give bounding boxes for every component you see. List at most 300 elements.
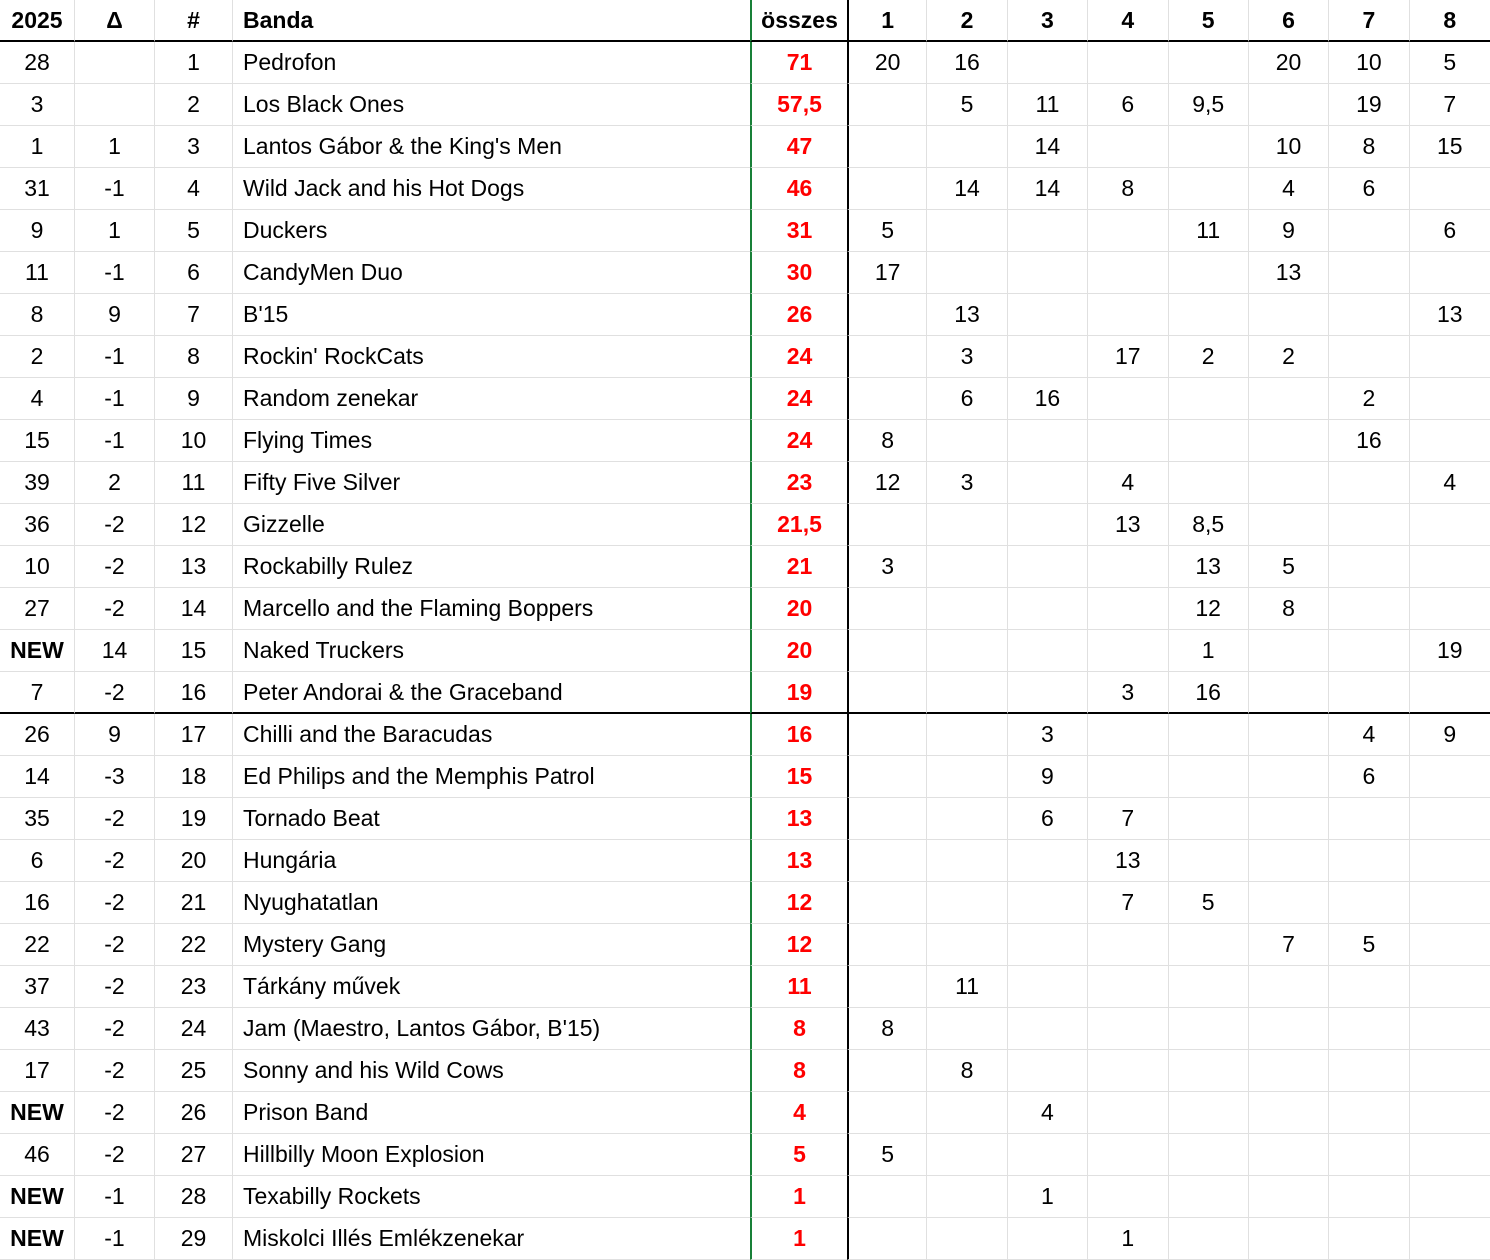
cell-event-6-points[interactable] xyxy=(1249,1218,1329,1260)
cell-total-points[interactable]: 8 xyxy=(750,1050,847,1092)
cell-event-3-points[interactable]: 3 xyxy=(1008,714,1088,756)
cell-rank[interactable]: 6 xyxy=(155,252,233,294)
cell-event-3-points[interactable] xyxy=(1008,1008,1088,1050)
cell-total-points[interactable]: 4 xyxy=(750,1092,847,1134)
cell-rank-change[interactable]: -2 xyxy=(75,1050,155,1092)
cell-event-4-points[interactable]: 7 xyxy=(1088,882,1168,924)
cell-event-3-points[interactable] xyxy=(1008,462,1088,504)
cell-event-1-points[interactable]: 8 xyxy=(847,420,927,462)
cell-event-8-points[interactable]: 7 xyxy=(1410,84,1490,126)
cell-rank[interactable]: 10 xyxy=(155,420,233,462)
cell-event-2-points[interactable] xyxy=(927,840,1007,882)
cell-event-7-points[interactable] xyxy=(1329,1218,1409,1260)
cell-rank[interactable]: 17 xyxy=(155,714,233,756)
cell-event-7-points[interactable] xyxy=(1329,798,1409,840)
cell-rank-change[interactable]: -2 xyxy=(75,546,155,588)
cell-event-5-points[interactable] xyxy=(1169,756,1249,798)
cell-event-2-points[interactable]: 3 xyxy=(927,336,1007,378)
cell-event-5-points[interactable] xyxy=(1169,1092,1249,1134)
cell-total-points[interactable]: 24 xyxy=(750,336,847,378)
cell-event-4-points[interactable] xyxy=(1088,1134,1168,1176)
cell-event-4-points[interactable] xyxy=(1088,630,1168,672)
cell-event-2-points[interactable] xyxy=(927,252,1007,294)
cell-band-name[interactable]: Marcello and the Flaming Boppers xyxy=(233,588,750,630)
cell-previous-rank[interactable]: 10 xyxy=(0,546,75,588)
cell-band-name[interactable]: Sonny and his Wild Cows xyxy=(233,1050,750,1092)
cell-previous-rank[interactable]: 14 xyxy=(0,756,75,798)
cell-event-1-points[interactable] xyxy=(847,882,927,924)
cell-event-4-points[interactable]: 3 xyxy=(1088,672,1168,714)
cell-event-5-points[interactable]: 5 xyxy=(1169,882,1249,924)
cell-event-3-points[interactable] xyxy=(1008,504,1088,546)
cell-event-1-points[interactable] xyxy=(847,84,927,126)
cell-event-3-points[interactable] xyxy=(1008,630,1088,672)
cell-rank[interactable]: 11 xyxy=(155,462,233,504)
cell-total-points[interactable]: 23 xyxy=(750,462,847,504)
cell-rank-change[interactable]: -1 xyxy=(75,420,155,462)
cell-event-6-points[interactable]: 10 xyxy=(1249,126,1329,168)
cell-rank-change[interactable]: -1 xyxy=(75,378,155,420)
cell-event-1-points[interactable] xyxy=(847,336,927,378)
cell-event-2-points[interactable] xyxy=(927,756,1007,798)
cell-event-3-points[interactable] xyxy=(1008,1050,1088,1092)
cell-event-4-points[interactable]: 4 xyxy=(1088,462,1168,504)
cell-event-7-points[interactable] xyxy=(1329,546,1409,588)
cell-band-name[interactable]: Los Black Ones xyxy=(233,84,750,126)
cell-band-name[interactable]: Tornado Beat xyxy=(233,798,750,840)
cell-rank-change[interactable]: 14 xyxy=(75,630,155,672)
cell-event-8-points[interactable] xyxy=(1410,1218,1490,1260)
cell-event-6-points[interactable] xyxy=(1249,462,1329,504)
cell-event-1-points[interactable] xyxy=(847,1092,927,1134)
cell-event-7-points[interactable] xyxy=(1329,1008,1409,1050)
cell-event-4-points[interactable] xyxy=(1088,756,1168,798)
cell-previous-rank[interactable]: 15 xyxy=(0,420,75,462)
cell-event-6-points[interactable] xyxy=(1249,294,1329,336)
cell-event-6-points[interactable] xyxy=(1249,1176,1329,1218)
cell-rank-change[interactable]: 9 xyxy=(75,294,155,336)
cell-event-1-points[interactable]: 20 xyxy=(847,42,927,84)
column-header-year[interactable]: 2025 xyxy=(0,0,75,42)
cell-event-7-points[interactable]: 8 xyxy=(1329,126,1409,168)
cell-band-name[interactable]: Nyughatatlan xyxy=(233,882,750,924)
cell-rank-change[interactable]: 2 xyxy=(75,462,155,504)
cell-event-4-points[interactable] xyxy=(1088,588,1168,630)
cell-band-name[interactable]: Pedrofon xyxy=(233,42,750,84)
cell-event-4-points[interactable]: 17 xyxy=(1088,336,1168,378)
cell-event-4-points[interactable] xyxy=(1088,126,1168,168)
cell-event-8-points[interactable]: 4 xyxy=(1410,462,1490,504)
cell-event-1-points[interactable]: 5 xyxy=(847,1134,927,1176)
cell-rank[interactable]: 25 xyxy=(155,1050,233,1092)
cell-event-6-points[interactable]: 7 xyxy=(1249,924,1329,966)
cell-event-4-points[interactable]: 7 xyxy=(1088,798,1168,840)
cell-previous-rank[interactable]: 22 xyxy=(0,924,75,966)
cell-band-name[interactable]: Flying Times xyxy=(233,420,750,462)
cell-event-4-points[interactable]: 13 xyxy=(1088,504,1168,546)
cell-event-3-points[interactable]: 6 xyxy=(1008,798,1088,840)
cell-event-5-points[interactable] xyxy=(1169,1008,1249,1050)
cell-event-2-points[interactable] xyxy=(927,546,1007,588)
cell-previous-rank[interactable]: 36 xyxy=(0,504,75,546)
cell-previous-rank[interactable]: 7 xyxy=(0,672,75,714)
cell-rank-change[interactable]: -1 xyxy=(75,1176,155,1218)
cell-band-name[interactable]: Hillbilly Moon Explosion xyxy=(233,1134,750,1176)
cell-event-2-points[interactable] xyxy=(927,420,1007,462)
cell-event-7-points[interactable] xyxy=(1329,210,1409,252)
cell-rank-change[interactable]: -2 xyxy=(75,1008,155,1050)
cell-rank[interactable]: 4 xyxy=(155,168,233,210)
cell-band-name[interactable]: Ed Philips and the Memphis Patrol xyxy=(233,756,750,798)
cell-event-4-points[interactable] xyxy=(1088,714,1168,756)
cell-rank-change[interactable]: 1 xyxy=(75,126,155,168)
column-header-delta[interactable]: Δ xyxy=(75,0,155,42)
cell-total-points[interactable]: 31 xyxy=(750,210,847,252)
cell-band-name[interactable]: Rockabilly Rulez xyxy=(233,546,750,588)
cell-event-1-points[interactable] xyxy=(847,924,927,966)
cell-previous-rank[interactable]: 1 xyxy=(0,126,75,168)
column-header-event-2[interactable]: 2 xyxy=(927,0,1007,42)
cell-event-1-points[interactable] xyxy=(847,588,927,630)
cell-event-5-points[interactable] xyxy=(1169,714,1249,756)
cell-rank[interactable]: 5 xyxy=(155,210,233,252)
cell-event-6-points[interactable] xyxy=(1249,882,1329,924)
cell-total-points[interactable]: 13 xyxy=(750,798,847,840)
cell-previous-rank[interactable]: 43 xyxy=(0,1008,75,1050)
cell-event-8-points[interactable]: 9 xyxy=(1410,714,1490,756)
cell-event-6-points[interactable] xyxy=(1249,798,1329,840)
cell-event-5-points[interactable] xyxy=(1169,294,1249,336)
cell-rank[interactable]: 19 xyxy=(155,798,233,840)
cell-event-5-points[interactable] xyxy=(1169,378,1249,420)
cell-event-3-points[interactable]: 11 xyxy=(1008,84,1088,126)
cell-event-5-points[interactable] xyxy=(1169,462,1249,504)
cell-band-name[interactable]: Fifty Five Silver xyxy=(233,462,750,504)
cell-band-name[interactable]: Random zenekar xyxy=(233,378,750,420)
cell-event-5-points[interactable]: 8,5 xyxy=(1169,504,1249,546)
cell-event-1-points[interactable]: 5 xyxy=(847,210,927,252)
cell-event-8-points[interactable] xyxy=(1410,1134,1490,1176)
cell-previous-rank[interactable]: 31 xyxy=(0,168,75,210)
cell-total-points[interactable]: 57,5 xyxy=(750,84,847,126)
cell-event-8-points[interactable]: 19 xyxy=(1410,630,1490,672)
cell-event-5-points[interactable] xyxy=(1169,420,1249,462)
cell-event-5-points[interactable] xyxy=(1169,1050,1249,1092)
cell-event-7-points[interactable] xyxy=(1329,672,1409,714)
cell-previous-rank[interactable]: 39 xyxy=(0,462,75,504)
cell-event-6-points[interactable] xyxy=(1249,672,1329,714)
cell-rank-change[interactable]: -2 xyxy=(75,1092,155,1134)
cell-event-2-points[interactable]: 13 xyxy=(927,294,1007,336)
cell-previous-rank[interactable]: NEW xyxy=(0,1218,75,1260)
cell-rank[interactable]: 24 xyxy=(155,1008,233,1050)
cell-total-points[interactable]: 12 xyxy=(750,882,847,924)
cell-rank-change[interactable]: -2 xyxy=(75,882,155,924)
cell-event-1-points[interactable]: 12 xyxy=(847,462,927,504)
cell-band-name[interactable]: Hungária xyxy=(233,840,750,882)
cell-event-3-points[interactable]: 16 xyxy=(1008,378,1088,420)
cell-event-6-points[interactable] xyxy=(1249,966,1329,1008)
cell-previous-rank[interactable]: NEW xyxy=(0,1176,75,1218)
cell-total-points[interactable]: 5 xyxy=(750,1134,847,1176)
cell-rank[interactable]: 28 xyxy=(155,1176,233,1218)
cell-previous-rank[interactable]: 9 xyxy=(0,210,75,252)
cell-event-6-points[interactable] xyxy=(1249,1134,1329,1176)
cell-event-7-points[interactable] xyxy=(1329,1050,1409,1092)
cell-event-1-points[interactable] xyxy=(847,630,927,672)
cell-event-1-points[interactable] xyxy=(847,756,927,798)
cell-band-name[interactable]: Duckers xyxy=(233,210,750,252)
cell-event-3-points[interactable] xyxy=(1008,588,1088,630)
cell-event-2-points[interactable] xyxy=(927,1134,1007,1176)
cell-event-3-points[interactable]: 9 xyxy=(1008,756,1088,798)
cell-event-7-points[interactable] xyxy=(1329,1134,1409,1176)
cell-event-1-points[interactable] xyxy=(847,798,927,840)
cell-event-6-points[interactable] xyxy=(1249,756,1329,798)
cell-event-7-points[interactable] xyxy=(1329,966,1409,1008)
cell-rank-change[interactable]: -1 xyxy=(75,252,155,294)
cell-event-7-points[interactable] xyxy=(1329,882,1409,924)
cell-event-3-points[interactable] xyxy=(1008,1134,1088,1176)
cell-event-1-points[interactable]: 8 xyxy=(847,1008,927,1050)
cell-total-points[interactable]: 26 xyxy=(750,294,847,336)
cell-previous-rank[interactable]: 16 xyxy=(0,882,75,924)
cell-event-8-points[interactable]: 13 xyxy=(1410,294,1490,336)
cell-event-2-points[interactable] xyxy=(927,882,1007,924)
cell-event-1-points[interactable]: 3 xyxy=(847,546,927,588)
cell-event-1-points[interactable] xyxy=(847,966,927,1008)
cell-event-8-points[interactable]: 6 xyxy=(1410,210,1490,252)
cell-event-7-points[interactable]: 16 xyxy=(1329,420,1409,462)
cell-event-2-points[interactable]: 14 xyxy=(927,168,1007,210)
cell-event-1-points[interactable] xyxy=(847,294,927,336)
cell-event-3-points[interactable]: 1 xyxy=(1008,1176,1088,1218)
cell-event-6-points[interactable]: 4 xyxy=(1249,168,1329,210)
cell-event-2-points[interactable] xyxy=(927,1092,1007,1134)
cell-rank[interactable]: 23 xyxy=(155,966,233,1008)
cell-band-name[interactable]: Naked Truckers xyxy=(233,630,750,672)
cell-rank-change[interactable] xyxy=(75,42,155,84)
cell-event-4-points[interactable] xyxy=(1088,420,1168,462)
cell-event-6-points[interactable] xyxy=(1249,840,1329,882)
cell-rank[interactable]: 20 xyxy=(155,840,233,882)
cell-event-5-points[interactable]: 9,5 xyxy=(1169,84,1249,126)
cell-event-2-points[interactable] xyxy=(927,798,1007,840)
cell-band-name[interactable]: Gizzelle xyxy=(233,504,750,546)
cell-total-points[interactable]: 20 xyxy=(750,630,847,672)
cell-event-6-points[interactable]: 13 xyxy=(1249,252,1329,294)
cell-event-8-points[interactable] xyxy=(1410,966,1490,1008)
cell-event-7-points[interactable]: 2 xyxy=(1329,378,1409,420)
cell-band-name[interactable]: Rockin' RockCats xyxy=(233,336,750,378)
cell-band-name[interactable]: Miskolci Illés Emlékzenekar xyxy=(233,1218,750,1260)
cell-event-6-points[interactable] xyxy=(1249,420,1329,462)
cell-event-7-points[interactable] xyxy=(1329,252,1409,294)
cell-event-5-points[interactable] xyxy=(1169,126,1249,168)
cell-event-8-points[interactable] xyxy=(1410,336,1490,378)
cell-event-2-points[interactable] xyxy=(927,126,1007,168)
cell-previous-rank[interactable]: NEW xyxy=(0,1092,75,1134)
cell-event-8-points[interactable] xyxy=(1410,1176,1490,1218)
cell-event-1-points[interactable]: 17 xyxy=(847,252,927,294)
cell-rank[interactable]: 21 xyxy=(155,882,233,924)
cell-event-5-points[interactable]: 11 xyxy=(1169,210,1249,252)
cell-rank[interactable]: 26 xyxy=(155,1092,233,1134)
cell-rank-change[interactable]: -1 xyxy=(75,1218,155,1260)
cell-event-2-points[interactable] xyxy=(927,210,1007,252)
cell-event-8-points[interactable] xyxy=(1410,1092,1490,1134)
cell-total-points[interactable]: 8 xyxy=(750,1008,847,1050)
cell-rank[interactable]: 14 xyxy=(155,588,233,630)
cell-event-8-points[interactable] xyxy=(1410,378,1490,420)
cell-event-2-points[interactable]: 11 xyxy=(927,966,1007,1008)
cell-event-1-points[interactable] xyxy=(847,840,927,882)
cell-event-3-points[interactable] xyxy=(1008,546,1088,588)
cell-event-5-points[interactable] xyxy=(1169,840,1249,882)
cell-event-7-points[interactable] xyxy=(1329,630,1409,672)
cell-rank-change[interactable]: -1 xyxy=(75,336,155,378)
cell-event-7-points[interactable] xyxy=(1329,588,1409,630)
column-header-event-4[interactable]: 4 xyxy=(1088,0,1168,42)
column-header-event-5[interactable]: 5 xyxy=(1169,0,1249,42)
cell-rank-change[interactable]: -3 xyxy=(75,756,155,798)
cell-event-5-points[interactable] xyxy=(1169,252,1249,294)
cell-event-3-points[interactable] xyxy=(1008,420,1088,462)
cell-event-5-points[interactable]: 12 xyxy=(1169,588,1249,630)
cell-event-4-points[interactable] xyxy=(1088,924,1168,966)
cell-band-name[interactable]: Jam (Maestro, Lantos Gábor, B'15) xyxy=(233,1008,750,1050)
cell-previous-rank[interactable]: 4 xyxy=(0,378,75,420)
cell-event-7-points[interactable] xyxy=(1329,840,1409,882)
cell-total-points[interactable]: 1 xyxy=(750,1218,847,1260)
cell-event-1-points[interactable] xyxy=(847,1050,927,1092)
cell-previous-rank[interactable]: 8 xyxy=(0,294,75,336)
cell-total-points[interactable]: 30 xyxy=(750,252,847,294)
cell-event-5-points[interactable] xyxy=(1169,798,1249,840)
cell-rank[interactable]: 15 xyxy=(155,630,233,672)
column-header-event-1[interactable]: 1 xyxy=(847,0,927,42)
cell-rank[interactable]: 7 xyxy=(155,294,233,336)
column-header-event-6[interactable]: 6 xyxy=(1249,0,1329,42)
cell-event-7-points[interactable] xyxy=(1329,1176,1409,1218)
cell-event-6-points[interactable]: 2 xyxy=(1249,336,1329,378)
column-header-total[interactable]: összes xyxy=(750,0,847,42)
cell-event-5-points[interactable] xyxy=(1169,1176,1249,1218)
cell-event-2-points[interactable] xyxy=(927,714,1007,756)
cell-event-4-points[interactable] xyxy=(1088,1008,1168,1050)
cell-total-points[interactable]: 21,5 xyxy=(750,504,847,546)
cell-event-2-points[interactable]: 8 xyxy=(927,1050,1007,1092)
cell-event-3-points[interactable] xyxy=(1008,966,1088,1008)
cell-event-3-points[interactable] xyxy=(1008,1218,1088,1260)
column-header-event-8[interactable]: 8 xyxy=(1410,0,1490,42)
cell-event-4-points[interactable] xyxy=(1088,1092,1168,1134)
cell-event-3-points[interactable]: 4 xyxy=(1008,1092,1088,1134)
column-header-rank[interactable]: # xyxy=(155,0,233,42)
cell-previous-rank[interactable]: 6 xyxy=(0,840,75,882)
cell-previous-rank[interactable]: NEW xyxy=(0,630,75,672)
cell-event-6-points[interactable] xyxy=(1249,378,1329,420)
cell-rank-change[interactable]: -2 xyxy=(75,798,155,840)
cell-band-name[interactable]: CandyMen Duo xyxy=(233,252,750,294)
cell-event-3-points[interactable]: 14 xyxy=(1008,126,1088,168)
cell-event-2-points[interactable] xyxy=(927,504,1007,546)
cell-previous-rank[interactable]: 27 xyxy=(0,588,75,630)
cell-total-points[interactable]: 1 xyxy=(750,1176,847,1218)
cell-event-8-points[interactable] xyxy=(1410,1008,1490,1050)
cell-event-8-points[interactable] xyxy=(1410,798,1490,840)
cell-event-8-points[interactable]: 15 xyxy=(1410,126,1490,168)
cell-event-3-points[interactable] xyxy=(1008,42,1088,84)
cell-previous-rank[interactable]: 2 xyxy=(0,336,75,378)
cell-event-1-points[interactable] xyxy=(847,378,927,420)
cell-rank-change[interactable]: -2 xyxy=(75,1134,155,1176)
cell-event-6-points[interactable]: 9 xyxy=(1249,210,1329,252)
cell-event-3-points[interactable] xyxy=(1008,252,1088,294)
cell-event-8-points[interactable] xyxy=(1410,168,1490,210)
cell-event-2-points[interactable]: 3 xyxy=(927,462,1007,504)
cell-event-5-points[interactable]: 2 xyxy=(1169,336,1249,378)
cell-rank-change[interactable]: -2 xyxy=(75,504,155,546)
column-header-band[interactable]: Banda xyxy=(233,0,750,42)
cell-event-2-points[interactable]: 6 xyxy=(927,378,1007,420)
cell-event-7-points[interactable] xyxy=(1329,294,1409,336)
cell-event-4-points[interactable] xyxy=(1088,294,1168,336)
cell-event-5-points[interactable] xyxy=(1169,42,1249,84)
cell-event-3-points[interactable] xyxy=(1008,294,1088,336)
cell-event-1-points[interactable] xyxy=(847,672,927,714)
cell-rank[interactable]: 1 xyxy=(155,42,233,84)
cell-rank[interactable]: 8 xyxy=(155,336,233,378)
cell-event-4-points[interactable] xyxy=(1088,210,1168,252)
cell-rank[interactable]: 12 xyxy=(155,504,233,546)
cell-rank-change[interactable]: -1 xyxy=(75,168,155,210)
cell-rank[interactable]: 27 xyxy=(155,1134,233,1176)
cell-event-7-points[interactable]: 4 xyxy=(1329,714,1409,756)
cell-event-7-points[interactable]: 10 xyxy=(1329,42,1409,84)
cell-previous-rank[interactable]: 11 xyxy=(0,252,75,294)
cell-rank[interactable]: 16 xyxy=(155,672,233,714)
cell-previous-rank[interactable]: 35 xyxy=(0,798,75,840)
cell-event-2-points[interactable] xyxy=(927,1176,1007,1218)
cell-band-name[interactable]: Tárkány művek xyxy=(233,966,750,1008)
cell-rank-change[interactable]: -2 xyxy=(75,588,155,630)
cell-event-1-points[interactable] xyxy=(847,1218,927,1260)
cell-event-2-points[interactable]: 5 xyxy=(927,84,1007,126)
cell-total-points[interactable]: 19 xyxy=(750,672,847,714)
cell-total-points[interactable]: 24 xyxy=(750,420,847,462)
cell-event-2-points[interactable] xyxy=(927,924,1007,966)
cell-event-2-points[interactable] xyxy=(927,1218,1007,1260)
cell-total-points[interactable]: 11 xyxy=(750,966,847,1008)
cell-total-points[interactable]: 16 xyxy=(750,714,847,756)
cell-event-7-points[interactable]: 5 xyxy=(1329,924,1409,966)
cell-band-name[interactable]: B'15 xyxy=(233,294,750,336)
cell-event-8-points[interactable] xyxy=(1410,840,1490,882)
cell-event-8-points[interactable] xyxy=(1410,1050,1490,1092)
cell-rank[interactable]: 9 xyxy=(155,378,233,420)
cell-event-3-points[interactable] xyxy=(1008,924,1088,966)
cell-rank[interactable]: 3 xyxy=(155,126,233,168)
cell-event-6-points[interactable] xyxy=(1249,84,1329,126)
cell-event-4-points[interactable] xyxy=(1088,1050,1168,1092)
cell-event-6-points[interactable] xyxy=(1249,504,1329,546)
cell-previous-rank[interactable]: 28 xyxy=(0,42,75,84)
cell-event-7-points[interactable]: 19 xyxy=(1329,84,1409,126)
cell-rank-change[interactable]: 9 xyxy=(75,714,155,756)
cell-rank-change[interactable]: -2 xyxy=(75,924,155,966)
cell-event-4-points[interactable]: 6 xyxy=(1088,84,1168,126)
